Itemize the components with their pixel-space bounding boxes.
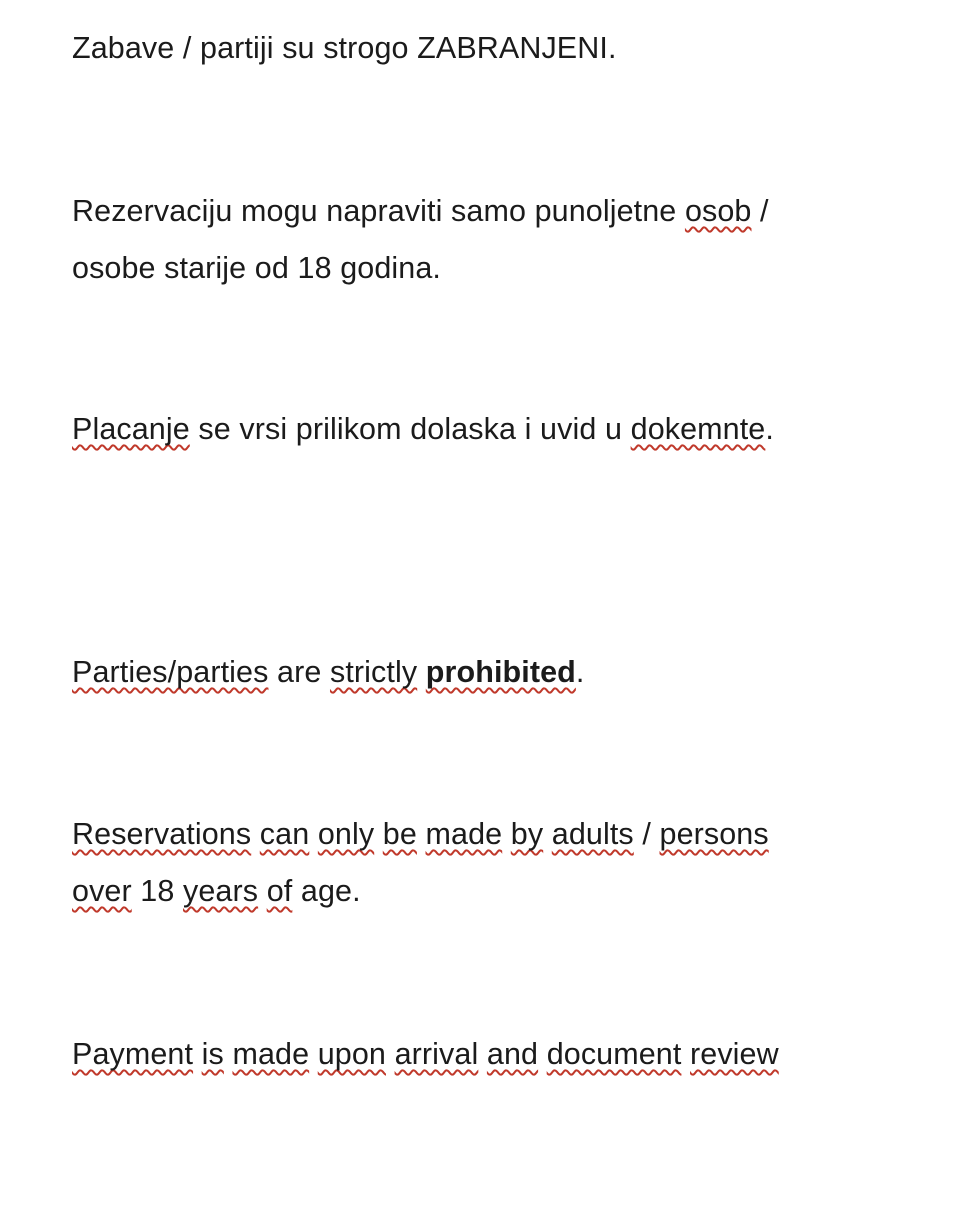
text-line (72, 1026, 912, 1083)
text-line (72, 240, 912, 297)
text-run: . (765, 412, 774, 446)
text-line (72, 183, 912, 240)
text-run: / (633, 817, 660, 851)
spellcheck-flagged-word: over (72, 874, 132, 908)
spellcheck-flagged-word: years (183, 874, 259, 908)
text-line (72, 863, 912, 920)
spellcheck-flagged-word: document (546, 1037, 682, 1071)
text-run (417, 817, 426, 851)
text-run (193, 1037, 202, 1071)
spellcheck-flagged-word: adults (551, 817, 634, 851)
text-run: age. (292, 874, 361, 908)
spellcheck-flagged-word: be (382, 817, 417, 851)
text-run (478, 1037, 487, 1071)
text-run (538, 1037, 547, 1071)
spellcheck-flagged-word: persons (659, 817, 769, 851)
text-run (543, 817, 552, 851)
spellcheck-flagged-word: Placanje (72, 412, 190, 446)
spellcheck-flagged-word: Reservations (72, 817, 252, 851)
spellcheck-flagged-word: review (690, 1037, 779, 1071)
text-run: / (751, 194, 769, 228)
text-run: Rezervaciju mogu napraviti samo punoljetne (72, 194, 685, 228)
paragraph-payment-en (72, 1026, 912, 1083)
text-run (502, 817, 511, 851)
text-line (72, 806, 912, 863)
spellcheck-flagged-word: is (201, 1037, 224, 1071)
paragraph-payment-bs (72, 401, 912, 458)
paragraph-party-ban-bs (72, 20, 912, 77)
text-run (251, 817, 260, 851)
text-run (309, 817, 318, 851)
text-run (374, 817, 383, 851)
spellcheck-flagged-word: dokemnte (630, 412, 766, 446)
text-run: se vrsi prilikom dolaska i uvid u (189, 412, 631, 446)
spellcheck-flagged-word: of (266, 874, 293, 908)
spellcheck-flagged-word: osob (684, 194, 752, 228)
text-run: are (268, 655, 330, 689)
text-run (258, 874, 267, 908)
spellcheck-flagged-word: and (486, 1037, 539, 1071)
paragraph-adult-reservation-en (72, 806, 912, 920)
text-line (72, 644, 912, 701)
text-run: Zabave / partiji su strogo ZABRANJENI. (72, 31, 617, 65)
paragraph-party-ban-en (72, 644, 912, 701)
text-line (72, 20, 912, 77)
spellcheck-flagged-word: arrival (394, 1037, 479, 1071)
text-run (309, 1037, 318, 1071)
spellcheck-flagged-word: Payment (72, 1037, 194, 1071)
spellcheck-flagged-word: can (259, 817, 310, 851)
spellcheck-flagged-word: only (317, 817, 375, 851)
spellcheck-flagged-word: prohibited (425, 655, 576, 689)
text-run: 18 (131, 874, 184, 908)
spellcheck-flagged-word: Parties/parties (72, 655, 269, 689)
spellcheck-flagged-word: made (425, 817, 503, 851)
text-run: osobe starije od 18 godina. (72, 251, 441, 285)
text-run (417, 655, 426, 689)
text-run: . (575, 655, 585, 689)
paragraph-adult-reservation-bs (72, 183, 912, 297)
text-run (386, 1037, 395, 1071)
spellcheck-flagged-word: made (232, 1037, 310, 1071)
spellcheck-flagged-word: upon (317, 1037, 386, 1071)
spellcheck-flagged-word: by (510, 817, 544, 851)
text-line (72, 401, 912, 458)
spellcheck-flagged-word: strictly (329, 655, 418, 689)
text-run (681, 1037, 690, 1071)
